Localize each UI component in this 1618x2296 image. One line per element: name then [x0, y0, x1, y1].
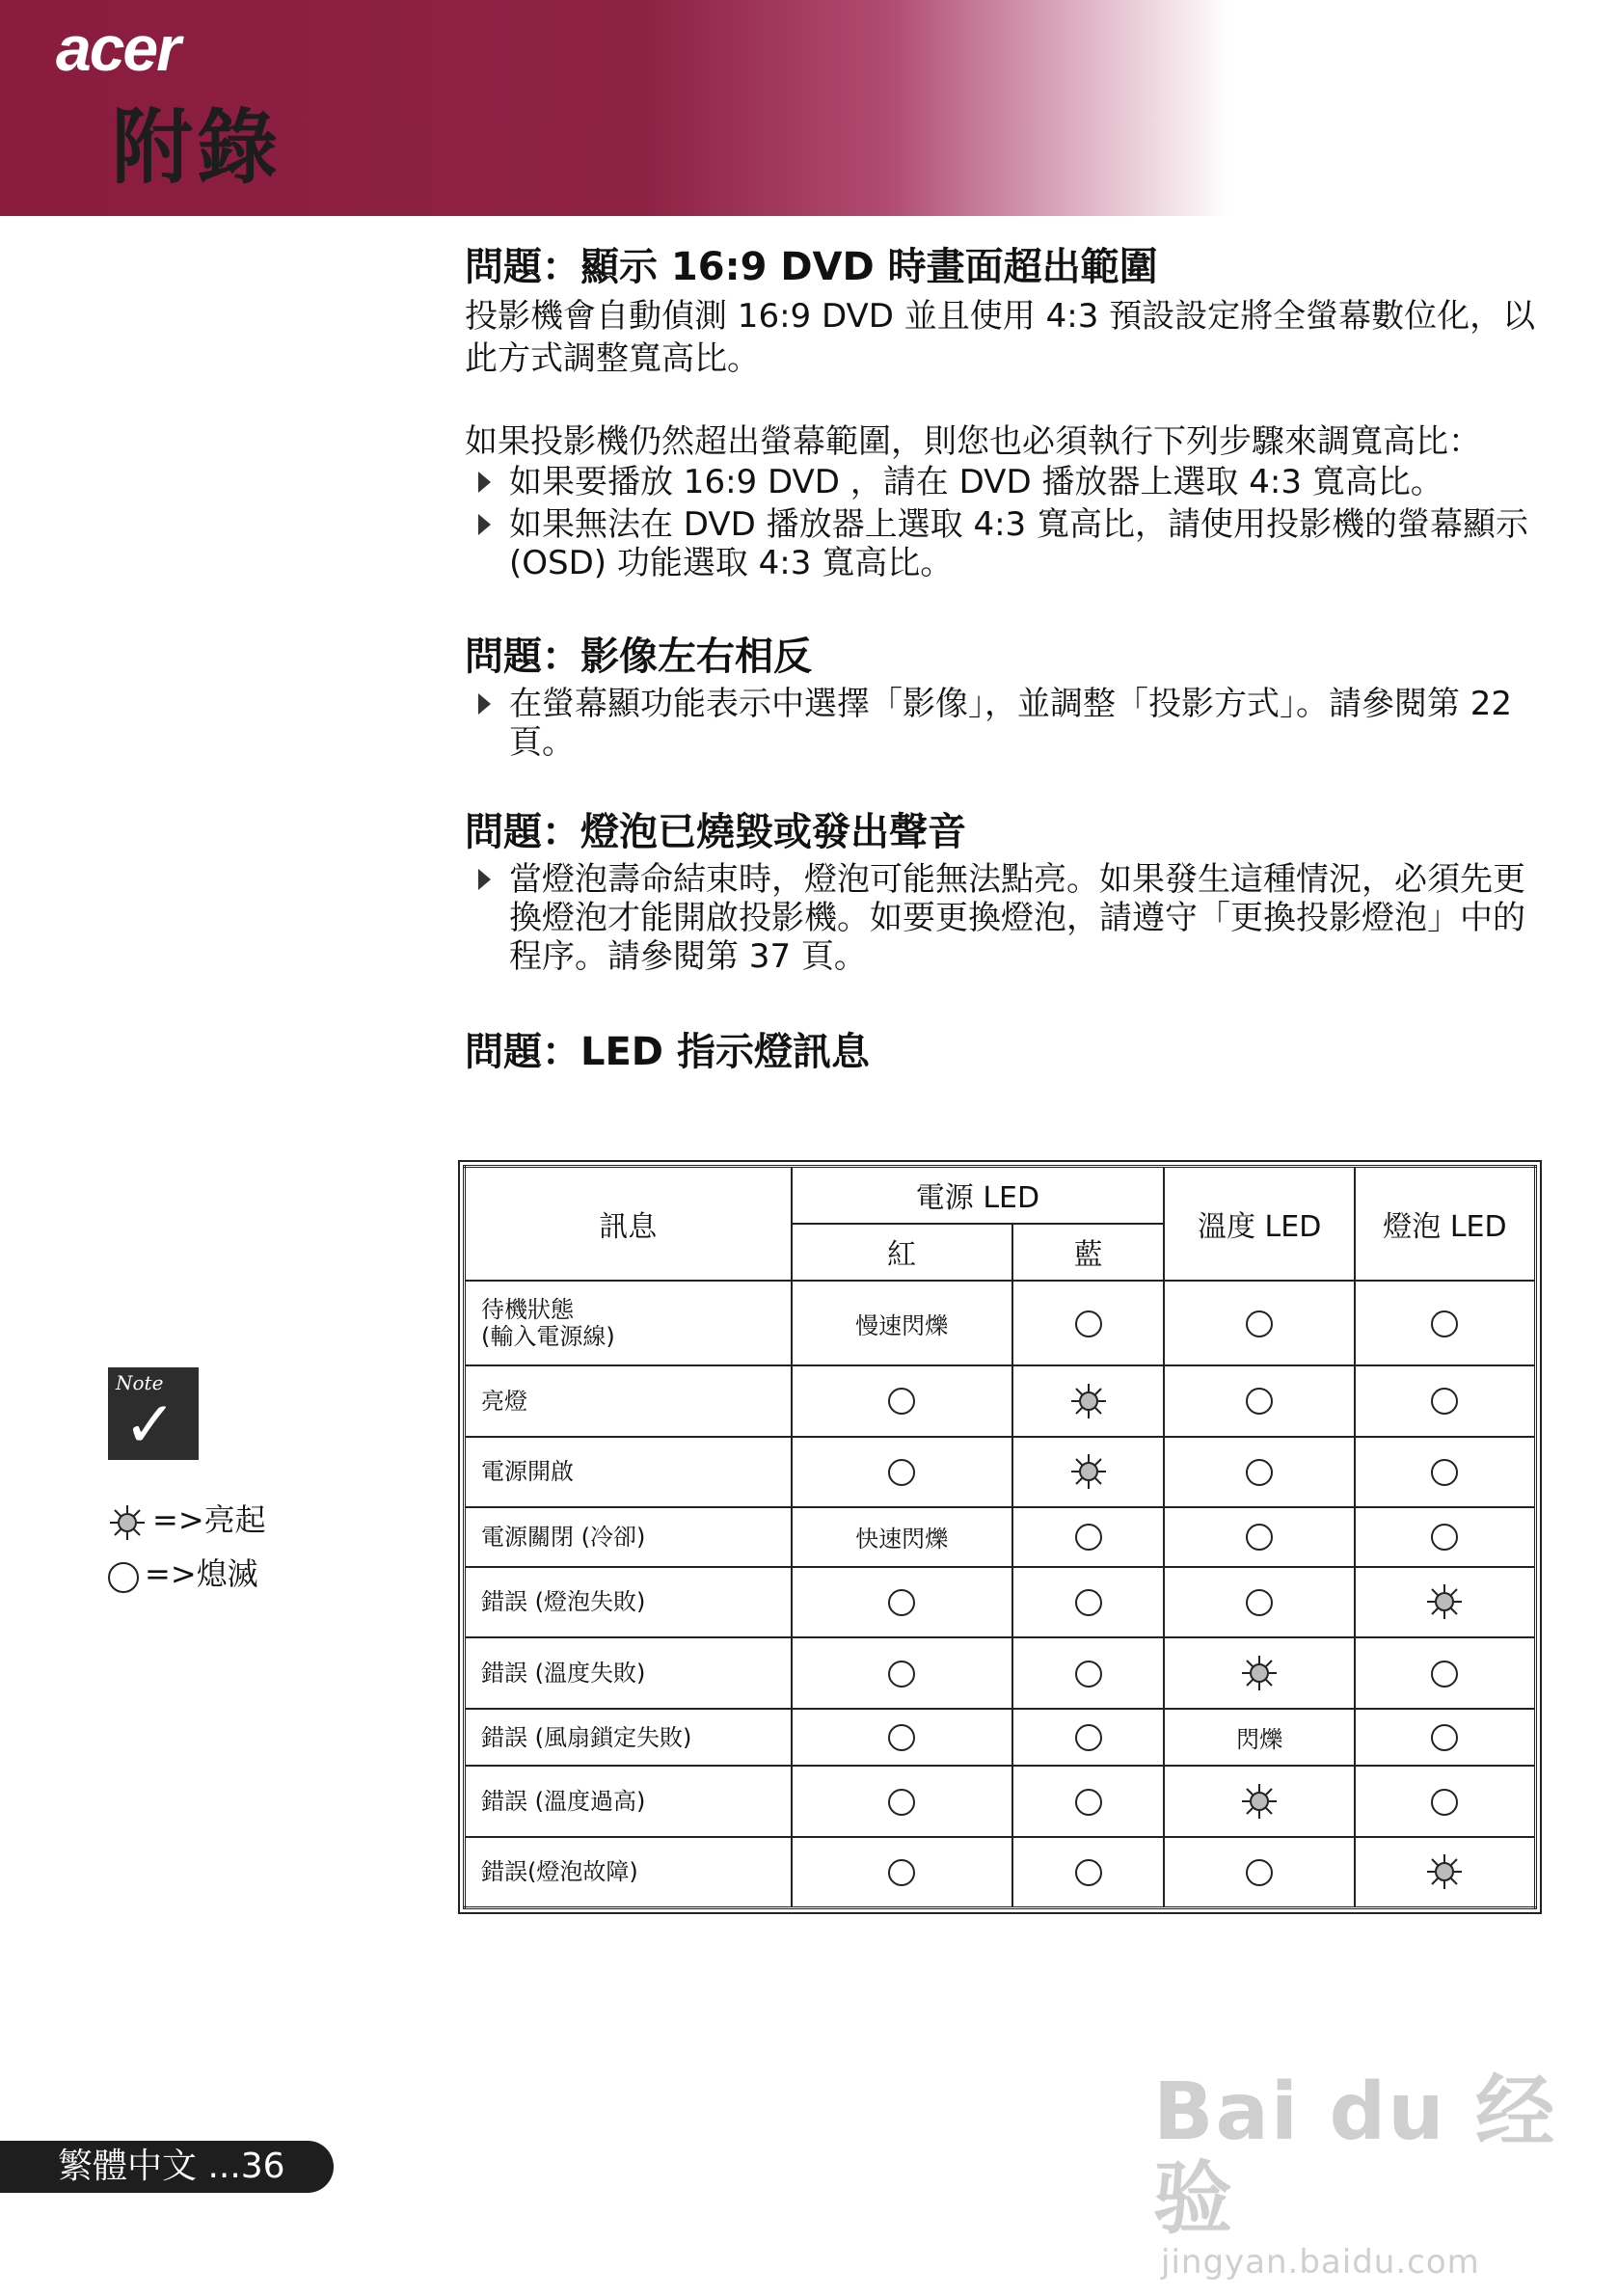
table-row [465, 1507, 1536, 1566]
led-off-icon [1431, 1789, 1458, 1816]
led-off-icon [888, 1859, 915, 1886]
section-title: 附錄 [112, 100, 283, 195]
table-row [465, 1837, 1536, 1908]
led-temp-cell [1164, 1507, 1355, 1566]
led-temp-cell [1164, 1281, 1355, 1365]
header-blue: 藍 [1012, 1224, 1165, 1281]
led-on-icon [108, 1501, 147, 1542]
led-red-cell [792, 1567, 1012, 1638]
table-row [465, 1365, 1536, 1437]
led-temp-cell [1164, 1637, 1355, 1709]
list-item: 在螢幕顯功能表示中選擇「影像」，並調整「投影方式」。請參閱第 22 頁。 [465, 685, 1545, 762]
led-temp-cell: 閃爍 [1164, 1709, 1355, 1766]
led-off-icon [1075, 1789, 1102, 1816]
main-content [465, 239, 1545, 1080]
dvd-paragraph-1: 投影機會自動偵測 16:9 DVD 並且使用 4:3 預設設定將全螢幕數位化，以此方式調整寬高比。 [465, 297, 1536, 378]
led-blue-cell [1012, 1437, 1165, 1508]
led-lamp-cell [1355, 1709, 1536, 1766]
led-message: 待機狀態 (輸入電源線) [465, 1281, 792, 1365]
page-footer [0, 2141, 334, 2193]
triangle-bullet-icon [478, 869, 491, 890]
led-blue-cell [1012, 1567, 1165, 1638]
legend-off: =>熄滅 [108, 1554, 258, 1595]
led-off-icon [1075, 1589, 1102, 1616]
led-off-icon [1075, 1661, 1102, 1688]
led-message: 錯誤 (風扇鎖定失敗) [465, 1709, 792, 1766]
led-off-icon [1246, 1859, 1273, 1886]
led-red-cell [792, 1437, 1012, 1508]
led-temp-cell [1164, 1837, 1355, 1908]
led-on-icon [1425, 1582, 1464, 1621]
led-temp-cell [1164, 1766, 1355, 1837]
page-number: 繁體中文 ...36 [58, 2147, 285, 2186]
led-red-cell: 慢速閃爍 [792, 1281, 1012, 1365]
led-off-icon [1246, 1524, 1273, 1551]
dvd-bullet-list [465, 463, 1545, 582]
led-off-icon [888, 1388, 915, 1415]
led-message: 電源關閉 (冷卻) [465, 1507, 792, 1566]
led-blue-cell [1012, 1365, 1165, 1437]
problem-title-dvd: 問題：顯示 16:9 DVD 時畫面超出範圍 [465, 245, 1158, 289]
led-off-icon [1431, 1724, 1458, 1751]
mirror-bullet-list [465, 685, 1545, 762]
led-lamp-cell [1355, 1766, 1536, 1837]
led-temp-cell [1164, 1365, 1355, 1437]
led-blue-cell [1012, 1507, 1165, 1566]
led-lamp-cell [1355, 1507, 1536, 1566]
led-lamp-cell [1355, 1437, 1536, 1508]
led-red-cell [792, 1637, 1012, 1709]
dvd-paragraph-2: 如果投影機仍然超出螢幕範圍，則您也必須執行下列步驟來調寬高比： [465, 422, 1481, 461]
led-off-icon [1431, 1661, 1458, 1688]
checkmark-icon: ✓ [123, 1388, 177, 1462]
led-on-icon [1240, 1782, 1279, 1821]
led-message: 錯誤(燈泡故障) [465, 1837, 792, 1908]
acer-logo: acer [56, 13, 179, 84]
led-blue-cell [1012, 1709, 1165, 1766]
led-red-cell [792, 1709, 1012, 1766]
led-lamp-cell [1355, 1567, 1536, 1638]
led-off-icon [1246, 1388, 1273, 1415]
table-row [465, 1281, 1536, 1365]
led-temp-cell [1164, 1567, 1355, 1638]
led-off-icon [1246, 1310, 1273, 1337]
led-off-icon [1431, 1459, 1458, 1486]
led-off-icon [888, 1589, 915, 1616]
led-message: 電源開啟 [465, 1437, 792, 1508]
led-off-icon [1246, 1459, 1273, 1486]
led-lamp-cell [1355, 1637, 1536, 1709]
lamp-bullet-list [465, 860, 1545, 976]
header-lamp-led: 燈泡 LED [1355, 1167, 1536, 1282]
led-off-icon [1431, 1524, 1458, 1551]
led-status-table [463, 1165, 1537, 1909]
problem-title-mirror: 問題：影像左右相反 [465, 635, 812, 679]
led-lamp-cell [1355, 1837, 1536, 1908]
legend-on: =>亮起 [108, 1500, 266, 1542]
led-lamp-cell [1355, 1365, 1536, 1437]
table-row [465, 1766, 1536, 1837]
led-red-cell: 快速閃爍 [792, 1507, 1012, 1566]
led-message: 錯誤 (溫度失敗) [465, 1637, 792, 1709]
problem-title-led: 問題：LED 指示燈訊息 [465, 1030, 870, 1074]
triangle-bullet-icon [478, 514, 491, 535]
table-row [465, 1567, 1536, 1638]
led-on-icon [1069, 1382, 1108, 1420]
led-off-icon [888, 1459, 915, 1486]
led-blue-cell [1012, 1637, 1165, 1709]
note-icon: Note ✓ [108, 1367, 199, 1460]
led-lamp-cell [1355, 1281, 1536, 1365]
table-row [465, 1709, 1536, 1766]
led-message: 亮燈 [465, 1365, 792, 1437]
led-on-icon [1240, 1654, 1279, 1692]
header-message: 訊息 [465, 1167, 792, 1282]
led-red-cell [792, 1766, 1012, 1837]
header-power-led: 電源 LED [792, 1167, 1165, 1224]
led-message: 錯誤 (燈泡失敗) [465, 1567, 792, 1638]
triangle-bullet-icon [478, 472, 491, 493]
led-on-icon [1425, 1852, 1464, 1891]
led-off-icon [108, 1556, 139, 1595]
led-red-cell [792, 1365, 1012, 1437]
led-red-cell [792, 1837, 1012, 1908]
led-off-icon [888, 1724, 915, 1751]
led-off-icon [888, 1789, 915, 1816]
list-item: 如果要播放 16:9 DVD ，請在 DVD 播放器上選取 4:3 寬高比。 [465, 463, 1545, 501]
led-blue-cell [1012, 1837, 1165, 1908]
baidu-watermark: Bai du 经验 jingyan.baidu.com [1153, 2066, 1557, 2282]
led-off-icon [1075, 1524, 1102, 1551]
led-off-icon [1075, 1724, 1102, 1751]
led-off-icon [1431, 1388, 1458, 1415]
header-red: 紅 [792, 1224, 1012, 1281]
led-off-icon [1075, 1310, 1102, 1337]
led-on-icon [1069, 1452, 1108, 1491]
led-message: 錯誤 (溫度過高) [465, 1766, 792, 1837]
led-blue-cell [1012, 1766, 1165, 1837]
led-off-icon [1431, 1310, 1458, 1337]
table-row [465, 1637, 1536, 1709]
led-temp-cell [1164, 1437, 1355, 1508]
led-off-icon [1075, 1859, 1102, 1886]
led-off-icon [888, 1661, 915, 1688]
problem-title-lamp: 問題：燈泡已燒毀或發出聲音 [465, 810, 966, 854]
table-row [465, 1437, 1536, 1508]
triangle-bullet-icon [478, 693, 491, 715]
list-item: 如果無法在 DVD 播放器上選取 4:3 寬高比，請使用投影機的螢幕顯示 (OSD) 功能選取 4:3 寬高比。 [465, 505, 1545, 582]
led-off-icon [1246, 1589, 1273, 1616]
list-item: 當燈泡壽命結束時，燈泡可能無法點亮。如果發生這種情況，必須先更換燈泡才能開啟投影機。如要更換燈泡，請遵守「更換投影燈泡」中的程序。請參閱第 37 頁。 [465, 860, 1545, 976]
header-temp-led: 溫度 LED [1164, 1167, 1355, 1282]
led-blue-cell [1012, 1281, 1165, 1365]
